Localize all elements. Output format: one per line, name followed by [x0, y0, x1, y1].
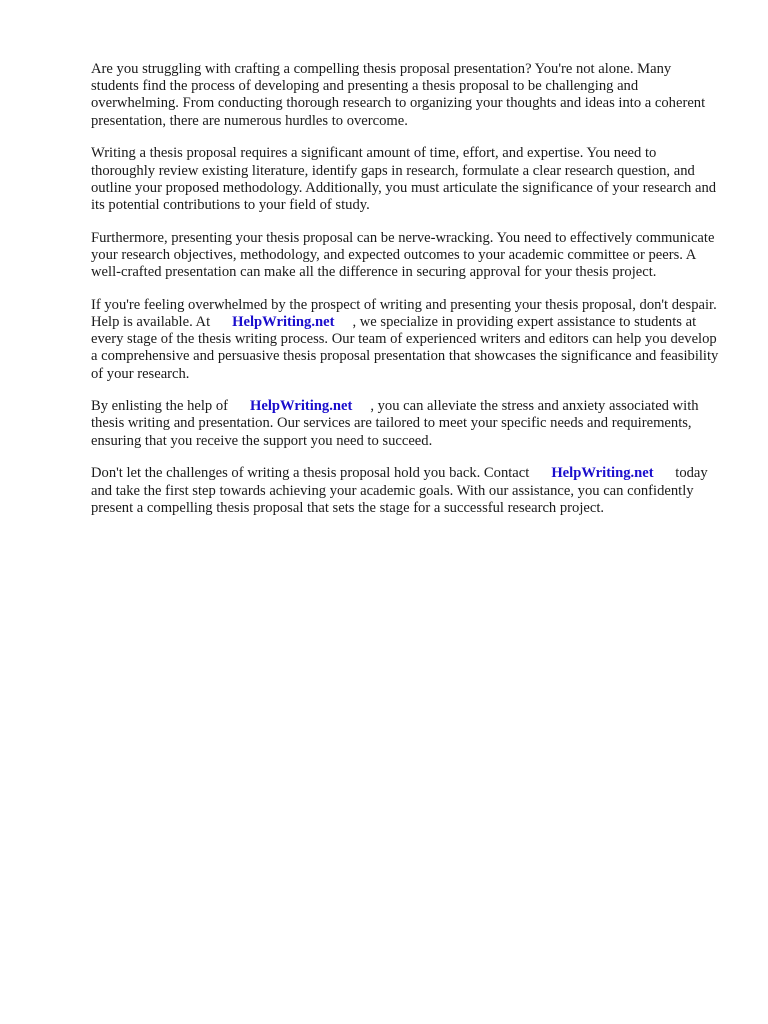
paragraph-text: , you can alleviate the stress and anxiety associated with thesis writing and presentation. Our services are tailored to meet your specific needs and requirements, ensuring that you receive the support you need to succeed. [91, 398, 699, 449]
paragraph-enlisting [91, 398, 721, 450]
paragraph-help-available [91, 297, 721, 383]
paragraph-text: If you're feeling overwhelmed by the prospect of writing and presenting your thesis proposal, don't despair. Help is available. At [91, 296, 717, 330]
helpwriting-link[interactable]: HelpWriting.net [232, 313, 335, 330]
helpwriting-link[interactable]: HelpWriting.net [551, 465, 654, 482]
paragraph-text: Don't let the challenges of writing a thesis proposal hold you back. Contact [91, 465, 530, 482]
paragraph-text: By enlisting the help of [91, 398, 229, 415]
document-body [91, 61, 721, 532]
paragraph-text: , we specialize in providing expert assistance to students at every stage of the thesis writing process. Our team of experienced writers and editors can help you develop a comprehensive and persuasive thesis proposal presentation that showcases the significance and feasibility of your research. [91, 313, 719, 382]
paragraph-text: today and take the first step towards achieving your academic goals. With our assistance, you can confidently present a compelling thesis proposal that sets the stage for a successful research project. [91, 465, 708, 516]
paragraph-intro: Are you struggling with crafting a compelling thesis proposal presentation? You're not alone. Many students find the process of developing and presenting a thesis proposal to be challenging and overwhelming. From conducting thorough research to organizing your thoughts and ideas into a coherent presentation, there are numerous hurdles to overcome. [91, 61, 706, 129]
helpwriting-link[interactable]: HelpWriting.net [250, 398, 353, 415]
paragraph-presenting: Furthermore, presenting your thesis proposal can be nerve-wracking. You need to effectively communicate your research objectives, methodology, and expected outcomes to your academic committee or peers. A well-crafted presentation can make all the difference in securing approval for your thesis project. [91, 229, 715, 281]
paragraph-contact [91, 465, 721, 517]
paragraph-requirements: Writing a thesis proposal requires a significant amount of time, effort, and expertise. You need to thoroughly review existing literature, identify gaps in research, formulate a clear research question, and outline your proposed methodology. Additionally, you must articulate the significance of your research and its potential contributions to your field of study. [91, 145, 717, 213]
